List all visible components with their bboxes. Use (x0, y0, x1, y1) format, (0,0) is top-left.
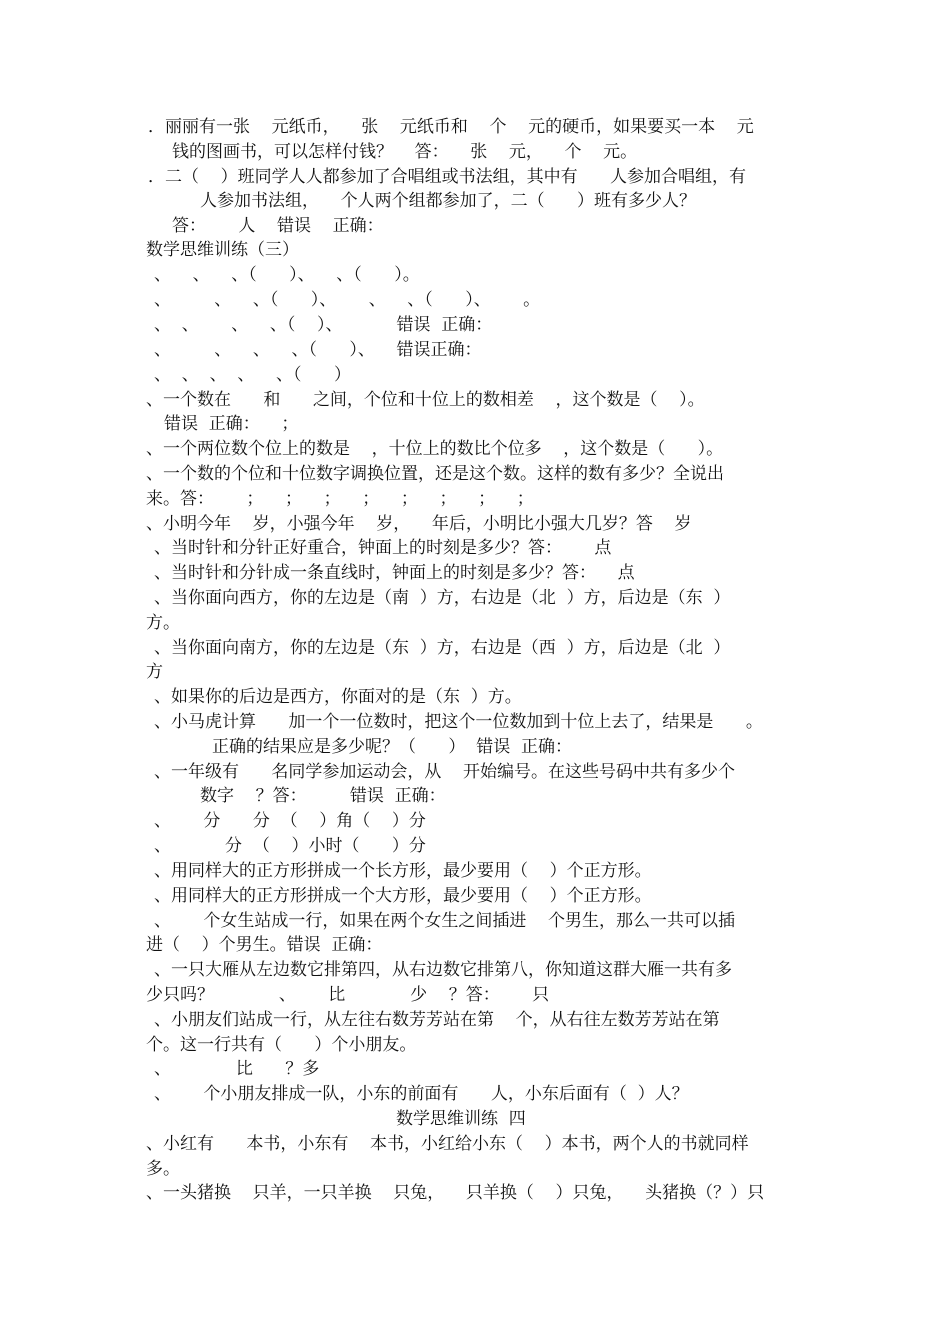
text-line: 、一个数在 和 之间，个位和十位上的数相差 ，这个数是（ ）。 (146, 390, 705, 410)
text-line: 正确的结果应是多少呢？（ ） 错误 正确： (212, 737, 573, 757)
text-line: 、小红有 本书，小东有 本书，小红给小东（ ）本书，两个人的书就同样 (146, 1134, 749, 1154)
text-line: 方。 (146, 613, 180, 633)
text-line: 、 个小朋友排成一队，小东的前面有 人，小东后面有（ ）人？ (154, 1084, 689, 1104)
text-line: 、一头猪换 只羊，一只羊换 只兔， 只羊换（ ）只兔， 头猪换（？）只 (146, 1183, 765, 1203)
text-line: 、用同样大的正方形拼成一个长方形，最少要用（ ）个正方形。 (154, 861, 652, 881)
text-line: 、一年级有 名同学参加运动会，从 开始编号。在这些号码中共有多少个 (154, 762, 736, 782)
text-line: 、 、 、（ ）、 、（ ）。 (154, 265, 420, 285)
text-line: 、用同样大的正方形拼成一个大方形，最少要用（ ）个正方形。 (154, 886, 652, 906)
text-line: 、小马虎计算 加一个一位数时，把这个一位数加到十位上去了，结果是 。 (154, 712, 763, 732)
text-line: 少只吗？ 、 比 少 ？答： 只 (146, 985, 550, 1005)
text-line: 钱的图画书，可以怎样付钱？ 答： 张 元， 个 元。 (172, 142, 638, 162)
text-line: 、一个两位数个位上的数是 ，十位上的数比个位多 ，这个数是（ ）。 (146, 439, 724, 459)
text-line: 、 、 、（ ）、 、 、（ ）、 。 (154, 290, 541, 310)
text-line: 、一个数的个位和十位数字调换位置，还是这个数。这样的数有多少？全说出 (146, 464, 724, 484)
section-heading: 数学思维训练（三） (146, 240, 299, 260)
text-line: 、 、 、 、 、（ ） (154, 365, 351, 385)
text-line: 、 、 、 、（ ）、 错误 正确： (154, 315, 493, 335)
text-line: 、小朋友们站成一行，从左往右数芳芳站在第 个，从右往左数芳芳站在第 (154, 1010, 720, 1030)
text-line: 、当时针和分针成一条直线时，钟面上的时刻是多少？答： 点 (154, 563, 635, 583)
text-line: 、一只大雁从左边数它排第四，从右边数它排第八，你知道这群大雁一共有多 (154, 960, 732, 980)
text-line: 、 个女生站成一行，如果在两个女生之间插进 个男生，那么一共可以插 (154, 911, 736, 931)
text-line: 个。这一行共有（ ）个小朋友。 (146, 1035, 417, 1055)
text-line: 、 分 分 （ ）角（ ）分 (154, 811, 426, 831)
text-line: 、当你面向南方，你的左边是（东 ）方，右边是（西 ）方，后边是（北 ） (154, 638, 731, 658)
text-line: 数字 ？答： 错误 正确： (200, 786, 446, 806)
text-line: 、小明今年 岁，小强今年 岁， 年后，小明比小强大几岁？答 岁 (146, 514, 692, 534)
text-line: ．二（ ）班同学人人都参加了合唱组或书法组，其中有 人参加合唱组，有 (148, 167, 747, 187)
text-line: 多。 (146, 1159, 180, 1179)
section-heading: 数学思维训练 四 (396, 1109, 526, 1129)
text-line: 来。答： ； ； ； ； ； ； ； ； (146, 489, 534, 509)
text-line: ．丽丽有一张 元纸币， 张 元纸币和 个 元的硬币，如果要买一本 元 (148, 117, 754, 137)
text-line: 错误 正确： ； (164, 414, 299, 434)
text-line: 、当时针和分针正好重合，钟面上的时刻是多少？答： 点 (154, 538, 612, 558)
text-line: 、如果你的后边是西方，你面对的是（东 ）方。 (154, 687, 522, 707)
text-line: 、 、 、 、（ ）、 错误正确： (154, 340, 482, 360)
text-line: 、 分 （ ）小时（ ）分 (154, 836, 426, 856)
text-line: 答： 人 错误 正确： (172, 216, 384, 236)
text-line: 方 (146, 662, 163, 682)
text-line: 人参加书法组， 个人两个组都参加了，二（ ）班有多少人？ (200, 191, 697, 211)
text-line: 、 比 ？多 (154, 1059, 320, 1079)
text-line: 进（ ）个男生。错误 正确： (146, 935, 383, 955)
text-line: 、当你面向西方，你的左边是（南 ）方，右边是（北 ）方，后边是（东 ） (154, 588, 731, 608)
